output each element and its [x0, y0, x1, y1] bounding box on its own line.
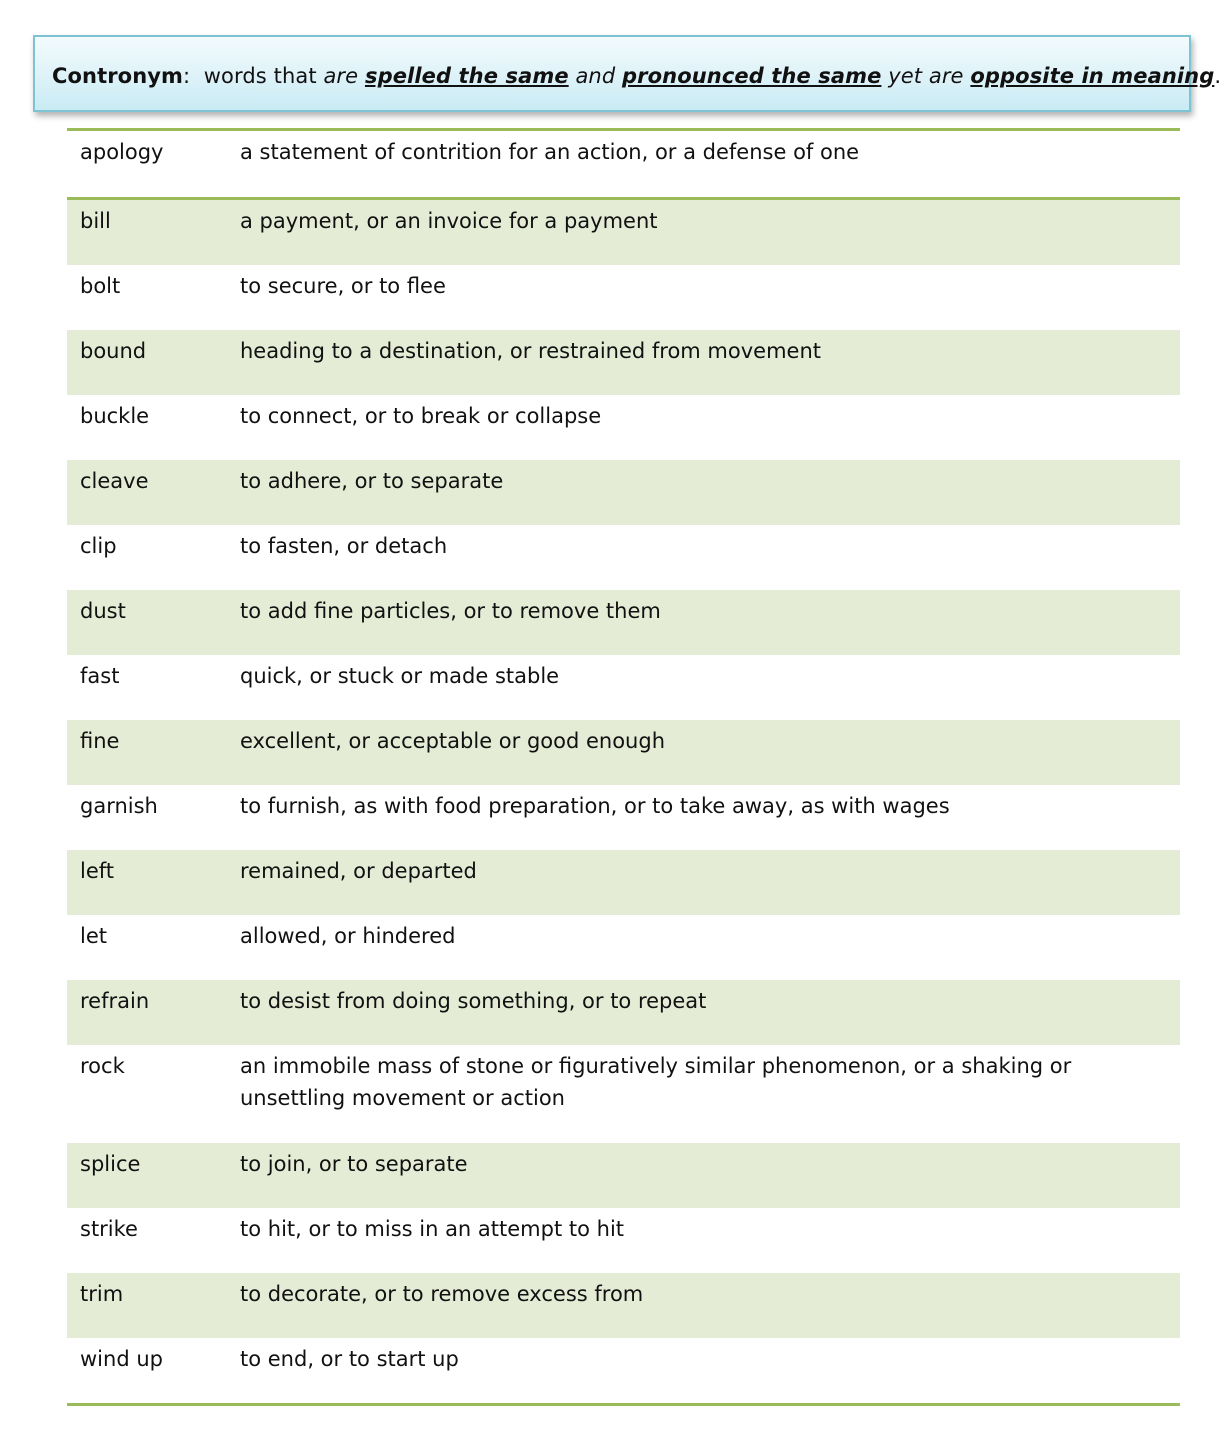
entry-term: fast	[80, 664, 120, 688]
definition-intro: words that	[190, 64, 324, 88]
entry-term: let	[80, 924, 107, 948]
table-row	[67, 200, 1180, 265]
entry-meaning: heading to a destination, or restrained from movement	[240, 339, 822, 363]
table-row	[67, 1045, 1180, 1143]
entry-meaning: a statement of contrition for an action, or a defense of one	[240, 140, 860, 164]
table-row	[67, 850, 1180, 915]
table-row	[67, 785, 1180, 850]
entry-meaning: to secure, or to flee	[240, 274, 446, 298]
table-row	[67, 330, 1180, 395]
entry-meaning: an immobile mass of stone or figuratively similar phenomenon, or a shaking or unsettling movement or action	[240, 1054, 1072, 1110]
contronym-table	[67, 128, 1180, 1406]
entry-meaning: to hit, or to miss in an attempt to hit	[240, 1217, 625, 1241]
entry-meaning: quick, or stuck or made stable	[240, 664, 560, 688]
entry-term: buckle	[80, 404, 150, 428]
entry-meaning: to end, or to start up	[240, 1347, 459, 1371]
entry-meaning: to desist from doing something, or to repeat	[240, 989, 707, 1013]
table-row	[67, 980, 1180, 1045]
entry-term: strike	[80, 1217, 138, 1241]
entry-meaning: to adhere, or to separate	[240, 469, 504, 493]
entry-meaning: allowed, or hindered	[240, 924, 456, 948]
table-row	[67, 1208, 1180, 1273]
entry-meaning: a payment, or an invoice for a payment	[240, 209, 658, 233]
entry-term: apology	[80, 140, 164, 164]
entry-term: bill	[80, 209, 111, 233]
table-row	[67, 655, 1180, 720]
definition-are: are	[323, 64, 359, 88]
entry-meaning: to fasten, or detach	[240, 534, 448, 558]
entry-term: splice	[80, 1152, 141, 1176]
entry-term: dust	[80, 599, 126, 623]
table-row	[67, 525, 1180, 590]
table-row	[67, 395, 1180, 460]
entry-term: left	[80, 859, 115, 883]
entry-term: garnish	[80, 794, 158, 818]
definition-box	[33, 35, 1222, 112]
entry-term: wind up	[80, 1347, 163, 1371]
table-row	[67, 131, 1180, 200]
entry-meaning: to decorate, or to remove excess from	[240, 1282, 644, 1306]
definition-period: .	[1214, 64, 1222, 88]
table-row	[67, 1143, 1180, 1208]
entry-meaning: to connect, or to break or collapse	[240, 404, 602, 428]
table-row	[67, 460, 1180, 525]
entry-term: bolt	[80, 274, 121, 298]
entry-term: rock	[80, 1054, 125, 1078]
entry-meaning: to join, or to separate	[240, 1152, 468, 1176]
table-row	[67, 720, 1180, 785]
entry-term: trim	[80, 1282, 124, 1306]
entry-term: refrain	[80, 989, 150, 1013]
definition-phrase-pronounced: pronounced the same	[622, 64, 882, 88]
table-row	[67, 1338, 1180, 1403]
definition-text	[52, 63, 1221, 89]
definition-term: Contronym	[52, 64, 184, 88]
entry-term: cleave	[80, 469, 149, 493]
table-row	[67, 1273, 1180, 1338]
definition-phrase-opposite: opposite in meaning	[970, 64, 1215, 88]
definition-and: and	[575, 64, 616, 88]
entry-meaning: to furnish, as with food preparation, or to take away, as with wages	[240, 794, 950, 818]
table-row	[67, 265, 1180, 330]
definition-yet-are: yet are	[888, 64, 964, 88]
table-row	[67, 590, 1180, 655]
entry-meaning: excellent, or acceptable or good enough	[240, 729, 666, 753]
entry-meaning: to add fine particles, or to remove them	[240, 599, 661, 623]
entry-meaning: remained, or departed	[240, 859, 477, 883]
entry-term: clip	[80, 534, 117, 558]
table-row	[67, 915, 1180, 980]
definition-phrase-spelled: spelled the same	[364, 64, 569, 88]
definition-colon: :	[183, 64, 191, 88]
entry-term: bound	[80, 339, 147, 363]
entry-term: fine	[80, 729, 120, 753]
